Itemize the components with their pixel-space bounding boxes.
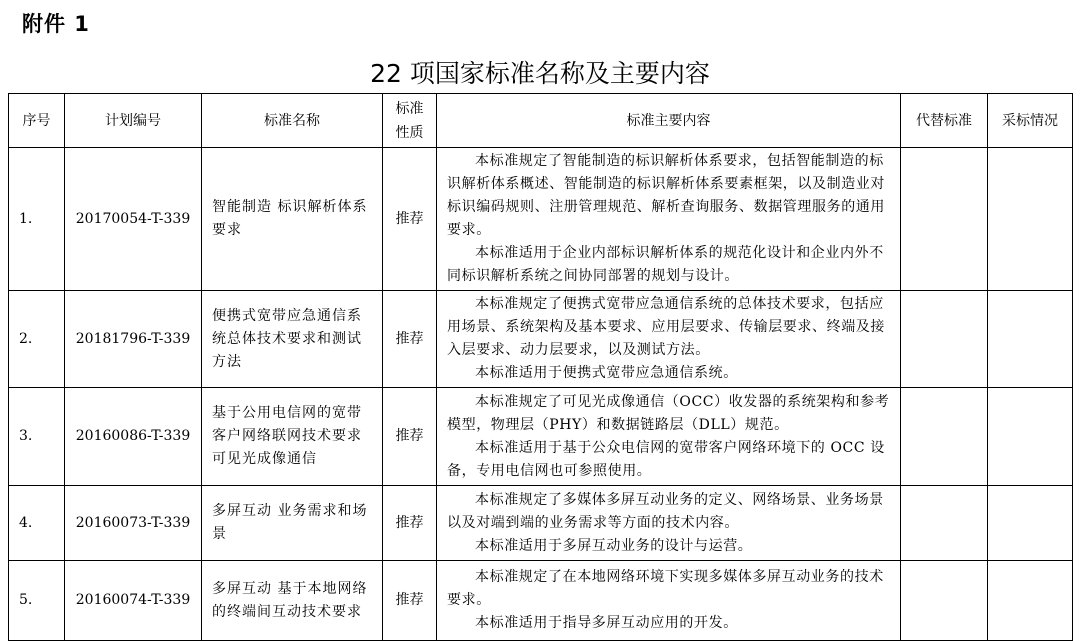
row-replaces: [901, 148, 988, 291]
row-standard-name: 基于公用电信网的宽带客户网络联网技术要求 可见光成像通信: [202, 388, 383, 486]
row-standard-name: 多屏互动 基于本地网络的终端间互动技术要求: [202, 561, 383, 641]
row-nature: 推荐: [383, 148, 437, 291]
content-paragraph: 本标准适用于多屏互动业务的设计与运营。: [475, 537, 753, 554]
table-row: [9, 388, 1073, 486]
row-content: [437, 486, 901, 561]
row-replaces: [901, 486, 988, 561]
row-standard-name: 便携式宽带应急通信系统总体技术要求和测试方法: [202, 291, 383, 388]
header-index: 序号: [9, 94, 65, 148]
row-nature: 推荐: [383, 561, 437, 641]
row-plan-no: 20181796-T-339: [65, 291, 202, 388]
document-title: 22 项国家标准名称及主要内容: [370, 59, 710, 88]
content-paragraph: 本标准规定了便携式宽带应急通信系统的总体技术要求，包括应用场景、系统架构及基本要求、应用层要求、传输层要求、终端及接入层要求、动力层要求，以及测试方法。: [447, 296, 885, 358]
row-index: 4.: [9, 486, 65, 561]
row-plan-no: 20170054-T-339: [65, 148, 202, 291]
row-content: [437, 561, 901, 641]
row-plan-no: 20160086-T-339: [65, 388, 202, 486]
row-content: [437, 388, 901, 486]
row-content: [437, 291, 901, 388]
row-adoption: [988, 486, 1073, 561]
table-row: [9, 561, 1073, 641]
content-paragraph: 本标准规定了在本地网络环境下实现多媒体多屏互动业务的技术要求。: [447, 569, 884, 608]
header-replaces: 代替标准: [901, 94, 988, 148]
row-index: 1.: [9, 148, 65, 291]
row-plan-no: 20160073-T-339: [65, 486, 202, 561]
row-nature: 推荐: [383, 486, 437, 561]
content-paragraph: 本标准适用于便携式宽带应急通信系统。: [475, 365, 738, 381]
table-row: [9, 148, 1073, 291]
row-adoption: [988, 148, 1073, 291]
row-plan-no: 20160074-T-339: [65, 561, 202, 641]
content-paragraph: 本标准规定了可见光成像通信（OCC）收发器的系统架构和参考模型，物理层（PHY）和数据链路层（DLL）规范。: [447, 393, 890, 433]
row-adoption: [988, 291, 1073, 388]
table-header-row: [9, 94, 1073, 148]
header-content: 标准主要内容: [437, 94, 901, 148]
content-paragraph: 本标准适用于基于公众电信网的宽带客户网络环境下的 OCC 设备，专用电信网也可参照使用。: [447, 439, 885, 479]
attachment-label: 附件 1: [22, 12, 90, 36]
table-row: [9, 486, 1073, 561]
row-index: 2.: [9, 291, 65, 388]
header-name: 标准名称: [202, 94, 383, 148]
row-replaces: [901, 291, 988, 388]
row-replaces: [901, 561, 988, 641]
header-plan-no: 计划编号: [65, 94, 202, 148]
row-adoption: [988, 388, 1073, 486]
row-standard-name: 智能制造 标识解析体系要求: [202, 148, 383, 291]
content-paragraph: 本标准适用于企业内部标识解析体系的规范化设计和企业内外不同标识解析系统之间协同部署的规划与设计。: [447, 245, 884, 284]
header-adoption: 采标情况: [988, 94, 1073, 148]
row-adoption: [988, 561, 1073, 641]
row-index: 5.: [9, 561, 65, 641]
content-paragraph: 本标准规定了多媒体多屏互动业务的定义、网络场景、业务场景以及对端到端的业务需求等方面的技术内容。: [447, 491, 884, 531]
row-replaces: [901, 388, 988, 486]
content-paragraph: 本标准适用于指导多屏互动应用的开发。: [475, 615, 738, 631]
row-nature: 推荐: [383, 388, 437, 486]
row-index: 3.: [9, 388, 65, 486]
table-row: [9, 291, 1073, 388]
content-paragraph: 本标准规定了智能制造的标识解析体系要求，包括智能制造的标识解析体系概述、智能制造的标识解析体系要素框架，以及制造业对标识编码规则、注册管理规范、解析查询服务、数据管理服务的通用要求。: [447, 153, 885, 238]
row-standard-name: 多屏互动 业务需求和场景: [202, 486, 383, 561]
standards-table: [8, 93, 1073, 641]
row-content: [437, 148, 901, 291]
header-nature: 标准 性质: [383, 94, 437, 148]
row-nature: 推荐: [383, 291, 437, 388]
